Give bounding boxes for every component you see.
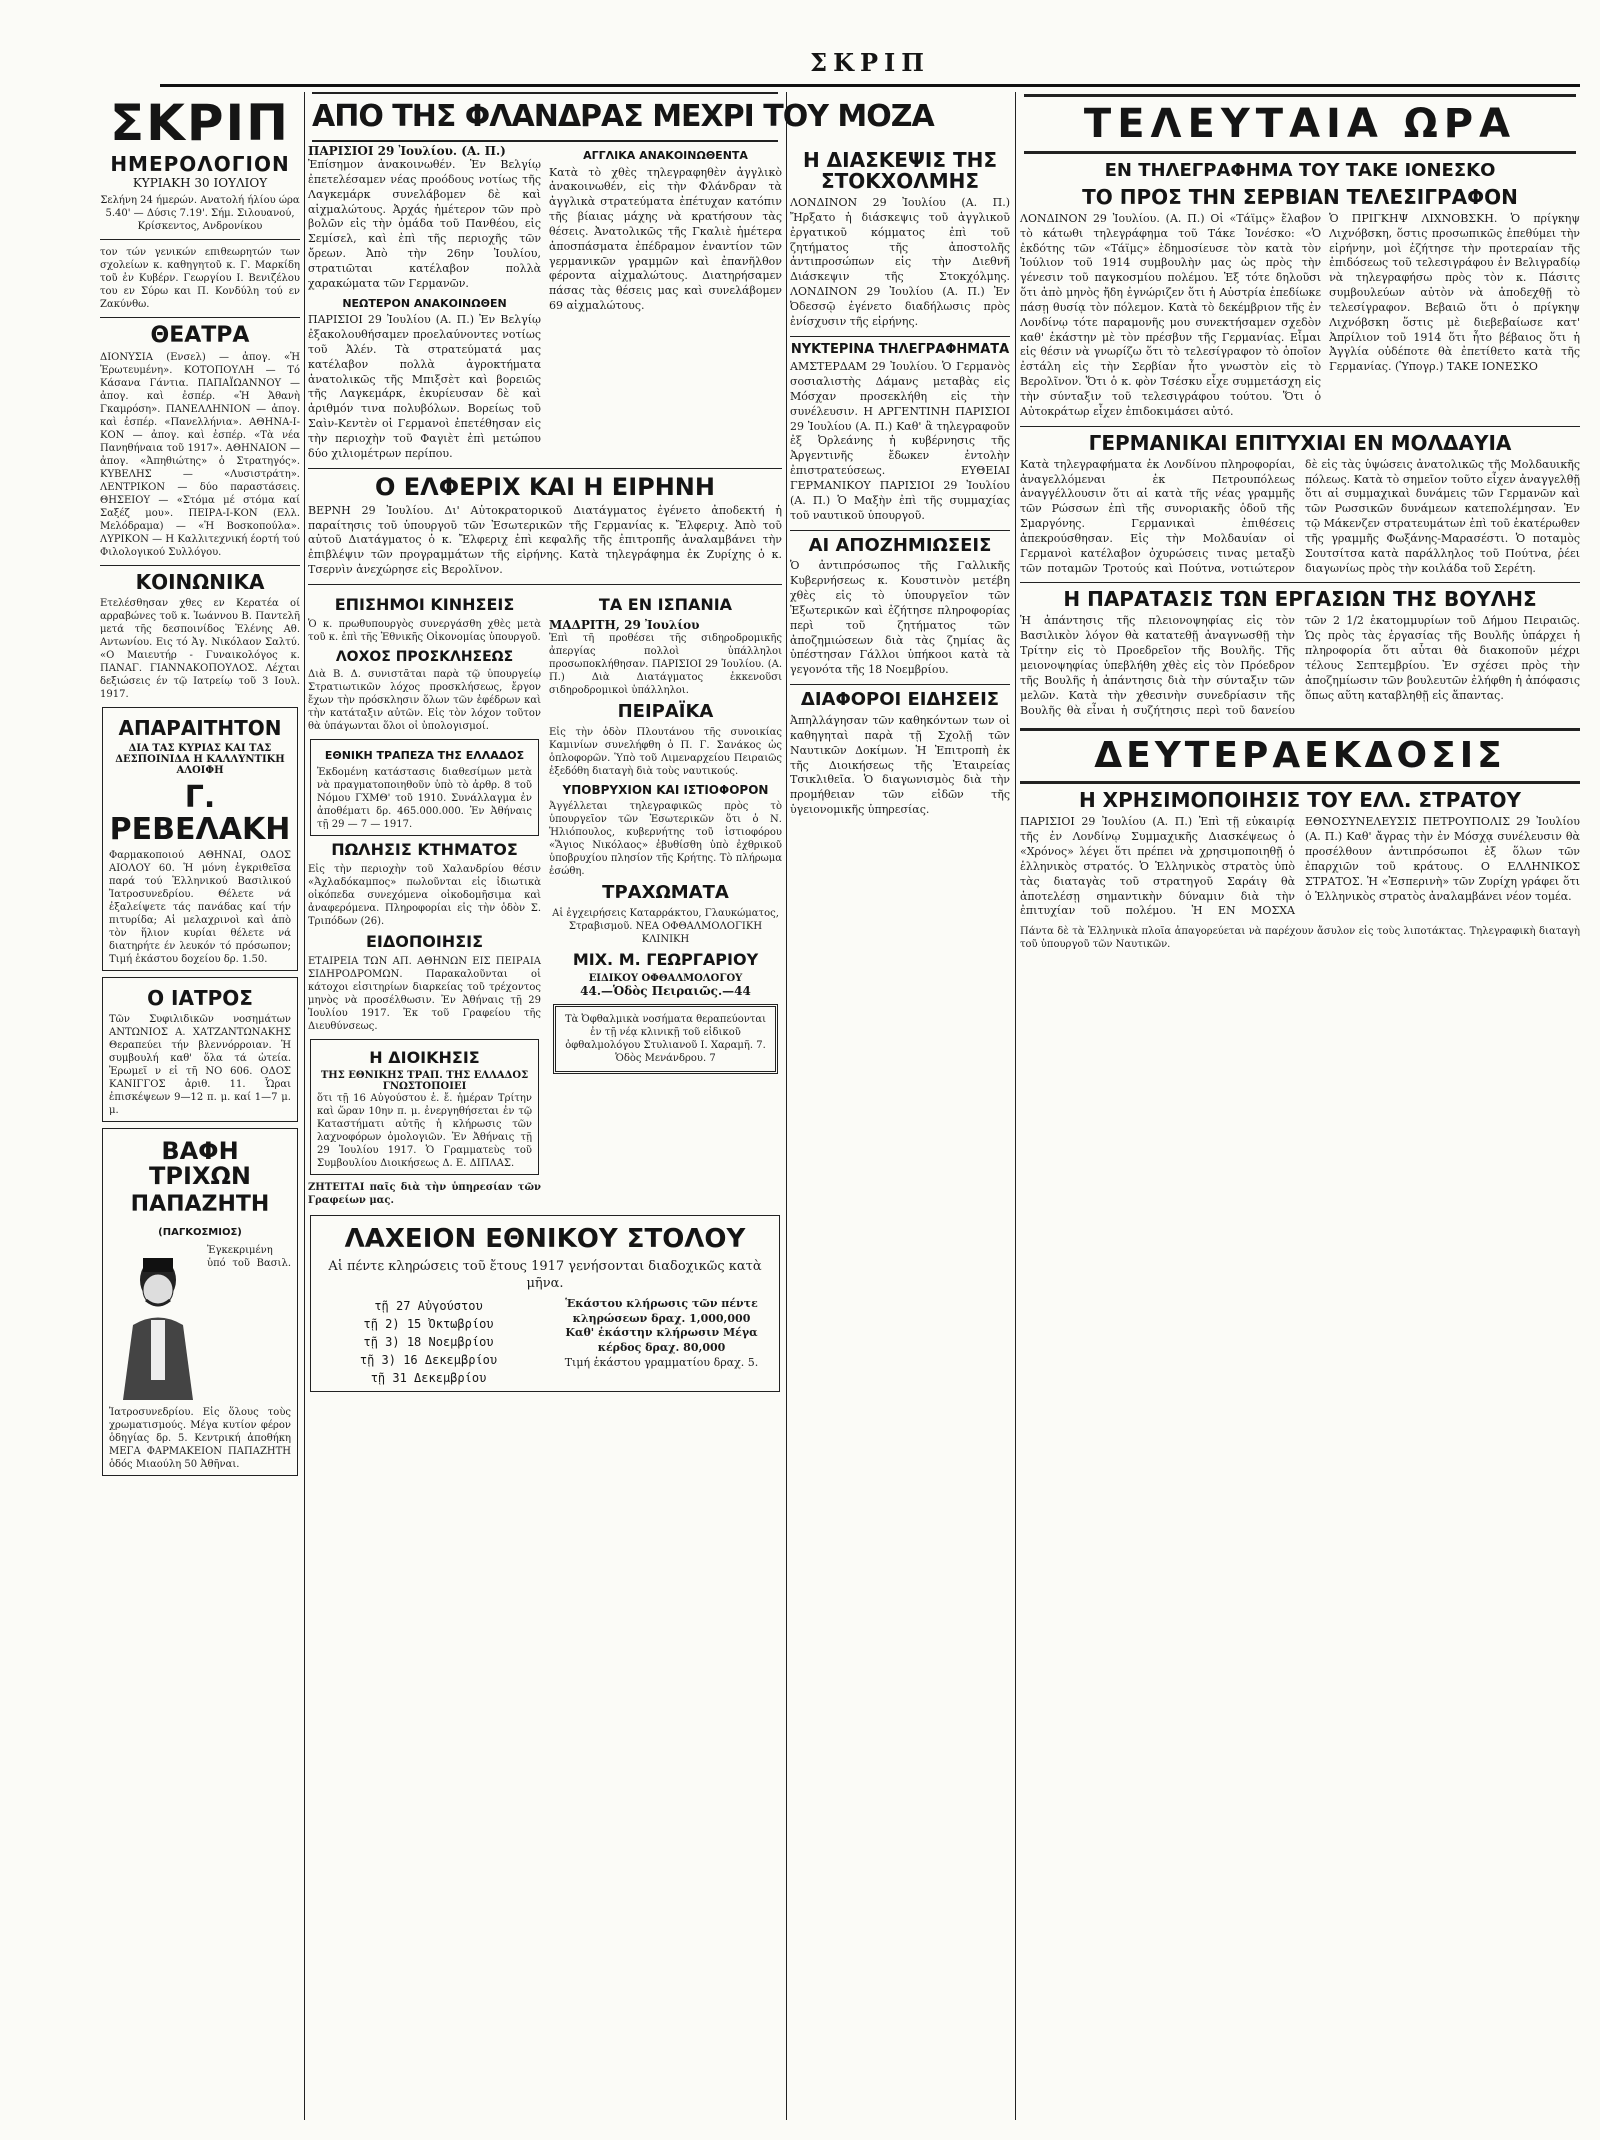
masthead-astro: Σελήνη 24 ήμερών. Ανατολή ήλίου ώρα 5.40' — Δύσις 7.19'. Σήμ. Σιλουανού, Κρίσκεντος, Ανδρονίκου <box>100 195 300 232</box>
divider <box>1020 426 1580 427</box>
lottery-date: τῇ 27 Αὐγούστου <box>374 1298 483 1313</box>
bank-notice <box>310 739 539 836</box>
divider <box>790 336 1010 337</box>
wanted-notice: ΖΗΤΕΙΤΑΙ παῖς διὰ τὴν ὑπηρεσίαν τῶν Γραφείων μας. <box>308 1182 541 1207</box>
spain-dateline: ΜΑΔΡΙΤΗ, 29 Ἰουλίου <box>549 617 700 632</box>
official-heading: ΕΠΙΣΗΜΟΙ ΚΙΝΗΣΕΙΣ <box>334 594 515 614</box>
last-hour-article <box>1020 212 1580 420</box>
second-edition-banner: ΔΕΥΤΕΡΑΕΚΔΟΣΙΣ <box>1020 728 1580 784</box>
trachoma-heading: ΤΡΑΧΩΜΑΤΑ <box>602 882 729 904</box>
compensation-heading: ΑΙ ΑΠΟΖΗΜΙΩΣΕΙΣ <box>808 534 992 556</box>
last-hour-head: ΤΟ ΠΡΟΣ ΤΗΝ ΣΕΡΒΙΑΝ ΤΕΛΕΣΙΓΡΑΦΟΝ <box>1082 184 1518 209</box>
lottery-prize-2: Καθ' ἑκάστην κλήρωσιν Μέγα κέρδος δραχ. 80,000 <box>565 1326 758 1355</box>
lottery-date: τῇ 2) 15 Ὀκτωβρίου <box>363 1316 494 1331</box>
man-portrait-icon <box>113 1250 203 1400</box>
last-hour-body-left: ΛΟΝΔΙΝΟΝ 29 Ἰουλίου. (Α. Π.) Οἱ «Τάϊμς» ἔλαβον τὸ κάτωθι τηλεγράφημα τοῦ Τάκε Ἰονέσκο: «Ὁ ἐκδότης τῶν «Τάϊμς» ἐδημοσίευσε τὸν κατὰ τὸν Ἰούλιον τοῦ 1914 συμβουλὴν μας ὡς πρὸς τὴν γένεσιν τοῦ παγκοσμίου πολέμου. Ἐξ τότε δηλοῦσι ὅτι ἀπὸ μηνὸς ἤδη ἐγνώριζεν ὅτι ἡ Αὐστρία ἐπεδίωκε πάσῃ θυσίᾳ τὸν πόλεμον. Κατὰ τὸ δεκέμβριον τῆς ἐν Λονδίνῳ τότε παραμονῆς μου συνεκτήσαμεν σχεδὸν καθ' ἑκάστην μὲ τὸν πρέσβυν τῆς Γερμανίας. Εἶμαι εἰς θέσιν νὰ γνωρίζω ὅτι τὸ τελεσίγραφον τὸ ὁποῖον ἐστάλη εἰς τὴν Σερβίαν ἦτο γνωστὸν εἰς τὸ Βερολῖνον. Ὅτι ὁ κ. φὸν Τσέσκυ εἶχε συμμετάσχη εἰς τὴν σύνταξιν τοῦ τελεσιγράφου τούτου. Ὅτι ὁ Αὐτοκράτωρ εἶχεν ἐπιδοκιμάσει αὐτό. <box>1020 211 1322 418</box>
lottery-intro: Αἱ πέντε κληρώσεις τοῦ ἔτους 1917 γενήσονται διαδοχικῶς κατὰ μῆνα. <box>328 1258 762 1292</box>
admin-notice <box>310 1039 539 1176</box>
lottery-prizes <box>550 1297 773 1387</box>
masthead-section: ΗΜΕΡΟΛΟΓΙΟΝ <box>110 152 290 176</box>
admin-body: ὅτι τῇ 16 Αὐγούστου ἐ. ἔ. ἡμέραν Τρίτην καὶ ὥραν 10ην π. μ. ἐνεργηθήσεται ἐν τῷ Καταστήματι αὐτῆς ἡ κλήρωσις τῶν λαχνοφόρων ὁμολογιῶν. Ἐν Ἀθήναις τῇ 29 Ἰουλίου 1917. Ὁ Γραμματεὺς τοῦ Συμβουλίου Διοικήσεως Δ. Ε. ΔΙΠΛΑΣ. <box>317 1093 532 1170</box>
night-body: ΑΜΣΤΕΡΔΑΜ 29 Ἰουλίου. Ὁ Γερμανὸς σοσιαλιστὴς Δάμανς μεταβὰς εἰς Μόσχαν προσεκλήθη εἰς τὴν συνέλευσιν. Η ΑΡΓΕΝΤΙΝΗ ΠΑΡΙΣΙΟΙ 29 Ἰουλίου (Α. Π.) Καθ' ἃ τηλεγραφοῦν ἐξ Ὀρλεάνης ἡ κυβέρνησις τῆς Ἀργεντινῆς ἔδωκεν ἐντολὴν ἐπιστρατεύσεως. ΕΥΘΕΙΑΙ ΓΕΡΜΑΝΙΚΟΥ ΠΑΡΙΣΙΟΙ 29 Ἰουλίου (Α. Π.) Ὁ Μαξὴν ἐπὶ τῆς συμμαχίας τοῦ ναυτικοῦ ὑπουργοῦ. <box>790 360 1010 522</box>
flanders-article <box>308 144 782 462</box>
elferich-body: ΒΕΡΝΗ 29 Ἰουλίου. Δι' Αὐτοκρατορικοῦ Διατάγματος ἐγένετο ἀποδεκτή ἡ παραίτησις τοῦ ὑπουργοῦ τῶν Ἐσωτερικῶν τῆς Γερμανίας κ. Ἔλφεριχ. Ἀπὸ τοῦ αὐτοῦ Διατάγματος ὁ κ. Ἔλφεριχ ἐπὶ κεφαλῆς τῆς ἐπιτροπῆς ἀναλαμβάνει τὴν ἐπιβλέψιν τῶν προγραμμάτων τῆς εἰρήνης. Κατὰ τηλεγράφημα ἐκ Ζυρίχης ὁ κ. Τσερνὶν ἀνεχώρησε εἰς Βερολῖνον. <box>308 503 782 577</box>
column-rule <box>1015 92 1016 2120</box>
notices-block <box>308 591 782 1207</box>
loan-body: Διὰ Β. Δ. συνιστᾶται παρὰ τῷ ὑπουργείῳ Στρατιωτικῶν λόχος προσκλήσεως, ἔργον ἔχων τὴν πρόσκλησιν ὅλων τῶν ἐφέδρων καὶ τὴν κατάταξιν αὐτῶν. Εἰς τὸν λόχον τοῦτον θὰ ὑπάγωνται ὅλοι οἱ ὑπολογισμοί. <box>308 669 541 733</box>
lottery-date: τῇ 31 Δεκεμβρίου <box>370 1370 487 1385</box>
column-rule <box>304 92 305 2120</box>
subs-body: Ἀγγέλλεται τηλεγραφικῶς πρὸς τὸ ὑπουργεῖον τῶν Ἐσωτερικῶν ὅτι ὁ Ν. Ἠλιόπουλος, κυβερνήτης τοῦ ἱστιοφόρου «Ἅγιος Νικόλαος» ἐβυθίσθη ὑπὸ ἐχθρικοῦ ὑποβρυχίου πλησίον τῆς Κρήτης. Τὸ πλήρωμα ἐσώθη. <box>549 801 782 878</box>
social-body: Ετελέσθησαν χθες εν Κερατέα οί αρραβώνες τοῦ κ. Ἰωάννου Β. Παντελῆ μετά τῆς δεσποινίδος Ἑλένης Αθ. Αντωνίου. Εις τό Ἀγ. Νικόλαον Σαλτύ. «Ο Μαιευτήρ - Γυναικολόγος κ. ΠΑΝΑΓ. ΓΙΑΝΝΑΚΟΠΟΥΛΟΣ. Λέχται δεξιώσεις έν τῷ Ιατρείῳ τοῦ 3 Ιουλ. 1917. <box>100 598 300 701</box>
notice-body: ΕΤΑΙΡΕΙΑ ΤΩΝ ΑΠ. ΑΘΗΝΩΝ ΕΙΣ ΠΕΙΡΑΙΑ ΣΙΔΗΡΟΔΡΟΜΩΝ. Παρακαλοῦνται οἱ κάτοχοι εἰσιτηρίων διαρκείας τοῦ τρέχοντος μηνὸς νὰ προσέλθωσιν. Ἐν Ἀθήναις τῇ 29 Ἰουλίου 1917. Ἐκ τοῦ Γραφείου τῆς Διευθύνσεως. <box>308 955 541 1032</box>
lottery-date: τῇ 3) 16 Δεκεμβρίου <box>359 1352 498 1367</box>
column-stockholm <box>790 144 1010 2120</box>
loan-heading: ΛΟΧΟΣ ΠΡΟΣΚΛΗΣΕΩΣ <box>335 648 514 665</box>
elferich-headline: Ο ΕΛΦΕΡΙΧ ΚΑΙ Η ΕΙΡΗΝΗ <box>375 472 715 501</box>
subs-heading: ΥΠΟΒΡΥΧΙΟΝ ΚΑΙ ΙΣΤΙΟΦΟΡΟΝ <box>562 782 769 797</box>
official-body: Ὁ κ. πρωθυπουργὸς συνεργάσθη χθὲς μετὰ τοῦ κ. ἐπὶ τῆς Ἐθνικῆς Οἰκονομίας ὑπουργοῦ. <box>308 618 541 643</box>
notice-heading: ΕΙΔΟΠΟΙΗΣΙΣ <box>365 931 483 951</box>
ointment-body: Φαρμακοποιού ΑΘΗΝΑΙ, ΟΔΟΣ ΑΙΟΛΟΥ 60. Ἡ μόνη ἐγκριθεῖσα παρά τού Ἑλληνικού Βασιλικού Ἰατροσυνεδρίου. Θέλετε νά ἐξαλείψετε τάς πανάδας καί τήν πιτυρίδα; Αἱ μελαχρινοὶ καὶ ἀπὸ τὸν ἥλιον κυρίαι θέλετε νά διατηρήτε έν λευκόν τό πρόσωπον; Τιμή ἑκάστου δοχείου δρ. 1.50. <box>109 850 291 966</box>
column-rule <box>786 92 787 2120</box>
various-heading: ΔΙΑΦΟΡΟΙ ΕΙΔΗΣΕΙΣ <box>800 689 1000 711</box>
bank-body: Ἐκδομένη κατάστασις διαθεσίμων μετὰ νὰ πραγματοποιηθοῦν ὑπὸ τὸ ἀρθρ. 8 τοῦ Νόμου ΓΧΜΘ' τοῦ 1910. Συνάλλαγμα ἐν ἀποθέματι δρ. 465.000.000. Ἐν Ἀθήναις τῇ 29 — 7 — 1917. <box>317 767 532 831</box>
eye-doctor-name: ΜΙΧ. Μ. ΓΕΩΡΓΑΡΙΟΥ <box>572 950 759 970</box>
dye-heading: ΒΑΦΗ ΤΡΙΧΩΝ <box>149 1137 251 1191</box>
dye-body: Ἐγκεκριμένη ὑπό τοῦ Βασιλ. Ἰατροσυνεδρίου. Εἰς ὅλους τοὺς χρωματισμούς. Μέγα κυτίον φέρον ὁδηγίας δρ. 5. Κεντρική ἀποθήκη ΜΕΓΑ ΦΑΡΜΑΚΕΙΟΝ ΠΑΠΑΖΗΤΗ ὁδός Μιαούλη 50 Ἀθῆναι. <box>109 1244 291 1470</box>
piraeus-heading: ΠΕΙΡΑΪΚΑ <box>617 700 714 722</box>
notices-col-a <box>308 591 541 1207</box>
last-hour-sub: ΕΝ ΤΗΛΕΓΡΑΦΗΜΑ ΤΟΥ ΤΑΚΕ ΙΟΝΕΣΚΟ <box>1104 160 1496 181</box>
lottery-headline: ΛΑΧΕΙΟΝ ΕΘΝΙΚΟΥ ΣΤΟΛΟΥ <box>344 1224 746 1255</box>
night-heading: ΝΥΚΤΕΡΙΝΑ ΤΗΛΕΓΡΑΦΗΜΑΤΑ <box>790 341 1010 357</box>
dye-name <box>109 1193 291 1239</box>
theatres-body: ΔΙΟΝΥΣΙΑ (Ενσελ) — ἀπογ. «Ἡ Ἐρωτευμένη». ΚΟΤΟΠΟΥΛΗ — Τό Κάσανα Γάντια. ΠΑΠΑΪΩΑΝΝΟΥ — ἀπογ. καὶ ἐσπέρ. «Ἡ Ἀθανὴ Γκαμρόση». ΠΑΝΕΛΛΗΝΙΟΝ — ἀπογ. καὶ ἐσπέρ. «Πανελλήνια». ΑΘΗΝΑ-Ι-ΚΟΝ — ἀπογ. καὶ ἐσπέρ. «Τὰ νέα Πανηθήναια τοῦ 1917». ΑΘΗΝΑΙΟΝ — ἀπογ. «Ἀπηθιώτης» ὁ Στρατηγός». ΚΥΒΕΛΗΣ — «Λυσιστράτη». ΛΕΝΤΡΙΚΟΝ — δύο παραστάσεις. ΘΗΣΕΙΟΥ — «Στόμα μέ στόμα καί Σαξέζ μου». ΠΕΙΡΑ-Ι-ΚΟΝ (Ελλ. Μελόδραμα) — «Ἡ Βοσκοπούλα». ΛΥΡΙΚΟΝ — Η Καλλιτεχνική έορτή τού Φιλολογικού Συλλόγου. <box>100 352 300 559</box>
masthead-note: τον τών γενικών επιθεωρητών των σχολείων κ. καθηγητοῦ κ. Γ. Μαρκίδη τοῦ ἐν Κυβέρν. Γεωργίου Ι. Βενιζέλου του εν Σύρω και Π. Κονδύλη τού εν Ζακύνθω. <box>100 247 300 310</box>
divider <box>790 684 1010 685</box>
theatres-heading: ΘΕΑΤΡΑ <box>150 323 250 348</box>
social-heading: ΚΟΙΝΩΝΙΚΑ <box>135 570 265 595</box>
divider <box>100 565 300 566</box>
various-body: Ἀπηλλάγησαν τῶν καθηκόντων των οἱ καθηγηταὶ παρὰ τῇ Σχολῇ τῶν Ναυτικῶν Δοκίμων. Ἡ Ἐπιτροπὴ ἐκ τῆς Διοικήσεως τῆς Ἐταιρείας Τσικλιθεῖα. Ὁ διαγωνισμὸς διὰ τὴν προμήθειαν τῶν εἰδῶν τῆς ὑγειονομικῆς ὑπηρεσίας. <box>790 714 1010 817</box>
column-last-hour <box>1020 156 1580 2120</box>
moldavia-body: Κατὰ τηλεγραφήματα ἐκ Λονδίνου πληροφορίαι, ἀναγελλόμεναι ἐκ Πετρουπόλεως ἀναγγέλλουσιν ὅτι αἱ κατὰ τῆς νέας γραμμῆς τῶν Ρώσσων ἐπὶ τῆς συνοριακῆς ὁδοῦ τῆς Σμαργόνης. Γερμανικαὶ ἐπιθέσεις ἀπεκρούσθησαν. Εἰς τὴν Μολδαυίαν οἱ Γερμανοὶ κατέλαβον ὀχυρώσεις τινας μεταξὺ τῶν ποταμῶν Τροτούς καὶ Πούτνα, νοτιώτερον δὲ εἰς τὰς ὑψώσεις ἀνατολικῶς τῆς Μολδαυικῆς πόλεως. Κατὰ τὸ σημεῖον τοῦτο εἶχεν ἀναγγελθῇ ὅτι αἱ συμμαχικαὶ δυνάμεις τῶν Γερμανῶν καὶ τῶν Ρωσσικῶν δυνάμεων κατεπολέμησαν. Ἐν τῷ Μάκενζεν στρατευμάτων ἐπὶ τοῦ ἑκατέρωθεν τῆς γραμμῆς Φωξάνης-Μαρασέστι. Ὁ ποταμὸς Σουτσίτσα κατὰ παράλληλος τοῦ Πούτνα, ῥέει διαγωνίως πρὸς τὴν κοιλάδα τοῦ Σερέτη. <box>1020 457 1580 575</box>
divider <box>100 239 300 240</box>
lottery-ad <box>310 1215 780 1391</box>
army-body: ΠΑΡΙΣΙΟΙ 29 Ἰουλίου (Α. Π.) Ἐπὶ τῇ εὐκαιρίᾳ τῆς ἐν Λονδίνῳ Συμμαχικῆς Διασκέψεως ὁ «Χρόνος» λέγει ὅτι πρέπει νὰ χρησιμοποιηθῇ ὁ ἑλληνικὸς στρατός. Ὁ Ἑλληνικὸς στρατὸς ὑπὸ τὰς διαταγὰς τοῦ στρατηγοῦ Σαράιγ θὰ ἀποτελέσῃ σημαντικὴν δύναμιν διὰ τὴν ἐπιτυχίαν τοῦ πολέμου. Ἡ ΕΝ ΜΟΣΧΑ ΕΘΝΟΣΥΝΕΛΕΥΣΙΣ ΠΕΤΡΟΥΠΟΛΙΣ 29 Ἰουλίου (Α. Π.) Καθ' ἄγρας τὴν ἐν Μόσχᾳ συνέλευσιν θὰ προσέλθουν ἀντιπρόσωποι ἐξ ὅλων τῶν ἐπαρχιῶν τοῦ κράτους. Ο ΕΛΛΗΝΙΚΟΣ ΣΤΡΑΤΟΣ. Ἡ «Ἐσπερινὴ» τῶν Ζυρίχη γράφει ὅτι ὁ Ἑλληνικὸς στρατὸς ἀναλαμβάνει νέον τομέα. <box>1020 815 1580 918</box>
flanders-dateline: ΠΑΡΙΣΙΟΙ 29 Ἰουλίου. (Α. Π.) <box>308 144 506 158</box>
moldavia-headline: ΓΕΡΜΑΝΙΚΑΙ ΕΠΙΤΥΧΙΑΙ ΕΝ ΜΟΛΔΑΥΙΑ <box>1088 430 1512 455</box>
admin-heading: Η ΔΙΟΙΚΗΣΙΣ <box>369 1047 480 1067</box>
column-news <box>308 144 782 2120</box>
spain-heading: ΤΑ ΕΝ ΙΣΠΑΝΙΑ <box>598 594 733 614</box>
divider <box>308 468 782 469</box>
dye-note: (ΠΑΓΚΟΣΜΙΟΣ) <box>158 1226 242 1238</box>
running-head-title: ΣΚΡΙΠ <box>810 48 930 77</box>
flanders-body-3: Κατὰ τὸ χθὲς τηλεγραφηθὲν ἀγγλικὸ ἀνακοινωθέν, εἰς τὴν Φλάνδραν τὰ ἀγγλικὰ στρατεύματα ἐπέτυχαν κατόπιν τῆς βίαιας μάχης νὰ κρατήσουν τὰς θέσεις. Ἀνατολικῶς τῆς Γκαλιὲ ἡμέτερα ἀποσπάσματα ἐπέδραμον ἐναντίον τῶν γερμανικῶν γραμμῶν καὶ ἐπανῆλθον φέροντα αἰχμαλώτους. Διατηρήσαμεν πάσας τὰς θέσεις μας καὶ συνελάβομεν 69 αἰχμαλώτους. <box>549 165 782 313</box>
admin-sub: ΤΗΣ ΕΘΝΙΚΗΣ ΤΡΑΠ. ΤΗΣ ΕΛΛΑΔΟΣ ΓΝΩΣΤΟΠΟΙΕΙ <box>320 1070 529 1093</box>
notices-col-b <box>549 591 782 1207</box>
masthead-date: ΚΥΡΙΑΚΗ 30 ΙΟΥΛΙΟΥ <box>132 176 268 190</box>
parliament-headline: Η ΠΑΡΑΤΑΣΙΣ ΤΩΝ ΕΡΓΑΣΙΩΝ ΤΗΣ ΒΟΥΛΗΣ <box>1063 587 1537 612</box>
running-head <box>160 48 1580 87</box>
army-bottom: Πάντα δὲ τὰ Ἑλληνικὰ πλοῖα ἀπαγορεύεται νὰ παρέχουν ἄσυλον εἰς τοὺς λιποτάκτας. Τηλεγραφικὴ διαταγὴ τοῦ ὑπουργοῦ τῶν Ναυτικῶν. <box>1020 926 1580 951</box>
army-headline: Η ΧΡΗΣΙΜΟΠΟΙΗΣΙΣ ΤΟΥ ΕΛΛ. ΣΤΡΑΤΟΥ <box>1078 788 1521 813</box>
trachoma-body: Αἱ ἐγχειρήσεις Καταρράκτου, Γλαυκώματος, Στραβισμοῦ. ΝΕΑ ΟΦΘΑΛΜΟΛΟΓΙΚΗ ΚΛΙΝΙΚΗ <box>552 908 779 946</box>
last-hour-body-right: Ὁ ΠΡΙΓΚΗΨ ΛΙΧΝΟΒΣΚΗ. Ὁ πρίγκηψ Λιχνόβσκη, ὅστις προσωπικῶς ἐπεθύμει τὴν εἰρήνην, μοὶ ἐζήτησε τὴν προτεραίαν τῆς ἐπιδόσεως τοῦ τελεσιγράφου ἐν Βελιγραδίῳ νὰ τηλεγραφήσω πρὸς τὸν κ. Πάσιτς συμβουλεύων αὐτὸν νὰ ἀποδεχθῇ τὸ τελεσίγραφον. Βεβαιῶ ὅτι ὁ πρίγκηψ Λιχνόβσκη ὅστις μὲ διεβεβαίωσε κατ' Ἀπρίλιον τοῦ 1914 ὅτι ἦτο βέβαιος ὅτι ἡ Ἀγγλία οὐδέποτε θὰ ἐπετίθετο κατὰ τῆς Γερμανίας. (Ὑπογρ.) ΤΑΚΕ ΙΟΝΕΣΚΟ <box>1329 211 1580 374</box>
divider <box>1020 582 1580 583</box>
flanders-headline: ΑΠΟ ΤΗΣ ΦΛΑΝΔΡΑΣ ΜΕΧΡΙ ΤΟΥ ΜΟΖΑ <box>312 92 778 142</box>
flanders-col-a <box>308 144 541 462</box>
bank-heading: ΕΘΝΙΚΗ ΤΡΑΠΕΖΑ ΤΗΣ ΕΛΛΑΔΟΣ <box>324 749 525 763</box>
lottery-date: τῇ 3) 18 Νοεμβρίου <box>363 1334 494 1349</box>
flanders-col-b <box>549 144 782 462</box>
divider <box>790 530 1010 531</box>
divider <box>308 584 782 585</box>
sale-heading: ΠΩΛΗΣΙΣ ΚΤΗΜΑΤΟΣ <box>331 840 518 860</box>
lottery-prize: Ἑκάστου κλήρωσις τῶν πέντε κληρώσεων δραχ. 1,000,000 <box>565 1296 758 1325</box>
ointment-heading: ΑΠΑΡΑΙΤΗΤΟΝ <box>118 716 282 741</box>
hair-dye-ad <box>102 1128 298 1476</box>
eye-doctor-addr: 44.—Ὁδὸς Πειραιῶς.—44 <box>580 983 751 998</box>
spain-body: Ἐπὶ τῆ προθέσει τῆς σιδηροδρομικῆς ἀπεργίας πολλοὶ ὑπάλληλοι προσωποκλήθησαν. ΠΑΡΙΣΙΟΙ 29 Ἰουλίου. (Α. Π.) Διὰ Διατάγματος ἐκκενοῦσι σιδηροδρομικοὶ ὑπάλληλοι. <box>549 632 782 696</box>
stockholm-body: ΛΟΝΔΙΝΟΝ 29 Ἰουλίου (Α. Π.) Ἤρξατο ἡ διάσκεψις τοῦ ἀγγλικοῦ ἐργατικοῦ κόμματος ἐπὶ τοῦ ζητήματος τῆς ἀποστολῆς ἀντιπροσώπων εἰς τὴν Διεθνῆ Διάσκεψιν τῆς Στοκχόλμης. ΛΟΝΔΙΝΟΝ 29 Ἰουλίου (Α. Π.) Ἐν Ὀδεσσῷ ἐγένετο διαδήλωσις πρὸς ἐνίσχυσιν τῆς εἰρήνης. <box>790 196 1010 328</box>
doctor-heading: Ο ΙΑΤΡΟΣ <box>147 986 253 1011</box>
masthead-title: ΣΚΡΙΠ <box>110 94 290 152</box>
lottery-price: Τιμή ἑκάστου γραμματίου δραχ. 5. <box>564 1356 759 1370</box>
flanders-body-2: ΠΑΡΙΣΙΟΙ 29 Ἰουλίου (Α. Π.) Ἐν Βελγίῳ ἐξακολουθήσαμεν προελαύνοντες νοτίως τοῦ Ἀλέν. Τὰ στρατεύματά μας κατέλαβον πολλὰ ἀγροκτήματα ἀνατολικῶς τῆς Μπιξσὲτ καὶ βορειῶς τῆς Λαγκεμάρκ, ἐκυρίευσαν δὲ καὶ ἀριθμόν τινα πολυβόλων. Βορείως τοῦ Σαὶν-Κεντὲν οἱ Γερμανοὶ ἐπετέθησαν εἰς τὴν περιοχὴν τοῦ Φαγιὲτ ἐπὶ μετώπου δύο χιλιομέτρων περίπου. <box>308 313 541 460</box>
flanders-sub-2: ΑΓΓΛΙΚΑ ΑΝΑΚΟΙΝΩΘΕΝΤΑ <box>583 149 748 162</box>
lottery-dates <box>317 1297 540 1387</box>
ointment-name: Γ. ΡΕΒΕΛΑΚΗ <box>109 780 291 847</box>
piraeus-body: Εἰς τὴν ὁδὸν Πλουτάνου τῆς συνοικίας Καμινίων συνελήφθη ὁ Π. Γ. Σανάκος ὡς ὁπλοφορῶν. Ὑπὸ τοῦ Λιμεναρχείου Πειραιῶς ἐξεδόθη διαταγὴ διὰ τοὺς ναυτικούς. <box>549 726 782 777</box>
flanders-sub-1: ΝΕΩΤΕΡΟΝ ΑΝΑΚΟΙΝΩΘΕΝ <box>342 296 507 310</box>
divider <box>100 317 300 318</box>
eye-clinic-box: Τὰ Ὀφθαλμικὰ νοσήματα θεραπεύονται ἐν τῇ νέᾳ κλινικῇ τοῦ εἰδικοῦ ὀφθαλμολόγου Στυλιανοῦ Ι. Χαραμῆ. 7. Ὁδὸς Μενάνδρου. 7 <box>553 1004 778 1074</box>
ointment-sub: ΔΙΑ ΤΑΣ ΚΥΡΙΑΣ ΚΑΙ ΤΑΣ ΔΕΣΠΟΙΝΙΔΑ Η ΚΑΛΛΥΝΤΙΚΗ ΑΛΟΙΦΗ <box>115 743 285 777</box>
ointment-ad <box>102 707 298 971</box>
last-hour-banner: ΤΕΛΕΥΤΑΙΑ ΩΡΑ <box>1024 94 1576 154</box>
doctor-ad <box>102 977 298 1122</box>
compensation-body: Ὁ ἀντιπρόσωπος τῆς Γαλλικῆς Κυβερνήσεως κ. Κουστινὸν μετέβη χθὲς εἰς τὸ ὑπουργεῖον τῶν Ἐξωτερικῶν καὶ ἐζήτησε πληροφορίας περὶ τοῦ ζητήματος τῶν ἀποζημιώσεων διὰ τὰς ζημίας ἃς ὑπέστησαν Γάλλοι ὑπήκοοι κατὰ τὰ γεγονότα τῆς 18 Νοεμβρίου. <box>790 559 1010 677</box>
column-calendar <box>100 92 300 2120</box>
sale-body: Εἰς τὴν περιοχὴν τοῦ Χαλανδρίου θέσιν «Ἀχλαδόκαμπος» πωλοῦνται εἰς ἰδιωτικὰ οἰκόπεδα συνεχόμενα οἰκοδομῆσιμα καὶ ἀναφερόμενα. Πληροφορίαι εἰς τὴν ὁδὸν Σ. Τριπόδων (26). <box>308 863 541 927</box>
dye-name-text: ΠΑΠΑΖΗΤΗ <box>130 1192 270 1218</box>
lottery-details <box>317 1297 773 1387</box>
eye-doctor-sub: ΕΙΔΙΚΟΥ ΟΦΘΑΛΜΟΛΟΓΟΥ <box>588 972 743 984</box>
doctor-body: Τῶν Συφιλιδικῶν νοσημάτων ΑΝΤΩΝΙΟΣ Α. ΧΑΤΖΑΝΤΩΝΑΚΗΣ Θεραπεύει τήν βλεννόρροιαν. Ἡ συμβουλή καθ' ὅλα τά ὠτεία. Ἐρωμεῖ ν εἰ τῆ ΝΟ 606. ΟΔΟΣ ΚΑΝΙΓΓΟΣ ἀριθ. 11. Ὧραι ἐπισκέψεων 9—12 π. μ. καί 1—7 μ. μ. <box>109 1014 291 1117</box>
parliament-body: Ἡ ἀπάντησις τῆς πλειονοψηφίας εἰς τὸν Βασιλικὸν λόγον θὰ κατατεθῇ ἀναγνωσθῇ τὴν Τρίτην εἰς τὸ Προεδρεῖον τῆς Βουλῆς. Τῆς μειονοψηφίας ὑπεβλήθη χθὲς εἰς τὸν Πρόεδρον τῆς Βουλῆς ἡ ἀπάντησις διὰ τὴν σύνταξιν τῶν μελῶν. Κατὰ τὴν χθεσινὴν συνεδρίασιν τῆς Βουλῆς θὰ εἶναι ἡ συζήτησις περὶ τοῦ δανείου τῶν 2 1/2 ἑκατομμυρίων τοῦ Δήμου Πειραιῶς. Ὡς πρὸς τὰς ἐργασίας τῆς Βουλῆς ὑπάρχει ἡ πληροφορία ὅτι αὗται θὰ διακοποῦν μέχρι τέλους Σεπτεμβρίου. Ἐν σχέσει πρὸς τὴν ἀποζημίωσιν τῶν βουλευτῶν ἐλήφθη ἡ ἀπόφασις ὅπως αὕτη καταβληθῇ εἰς ἅπαντας. <box>1020 614 1580 717</box>
stockholm-heading: Η ΔΙΑΣΚΕΨΙΣ ΤΗΣ ΣΤΟΚΧΟΛΜΗΣ <box>802 148 998 193</box>
flanders-body-1: Ἐπίσημον ἀνακοινωθέν. Ἐν Βελγίῳ ἐπετελέσαμεν νέας προόδους νοτίως τῆς Λαγκεμάρκ συνελάβομεν δὲ καὶ αἰχμαλώτους. Ἀρχάς ἠμέτερον τῶν πρὸ βολῶν εἰς τὴν ὁμάδα τοῦ Πανθέου, εἰς Σεμίσελ, καὶ ἐπὶ τῆς περιοχῆς τῶν ὄρεων. Ἀπὸ τὴν 26ην Ἰουλίου, στρατιῶται κατέλαβον πολλὰ χαρακώματα τῶν Γερμανῶν. <box>308 158 541 290</box>
